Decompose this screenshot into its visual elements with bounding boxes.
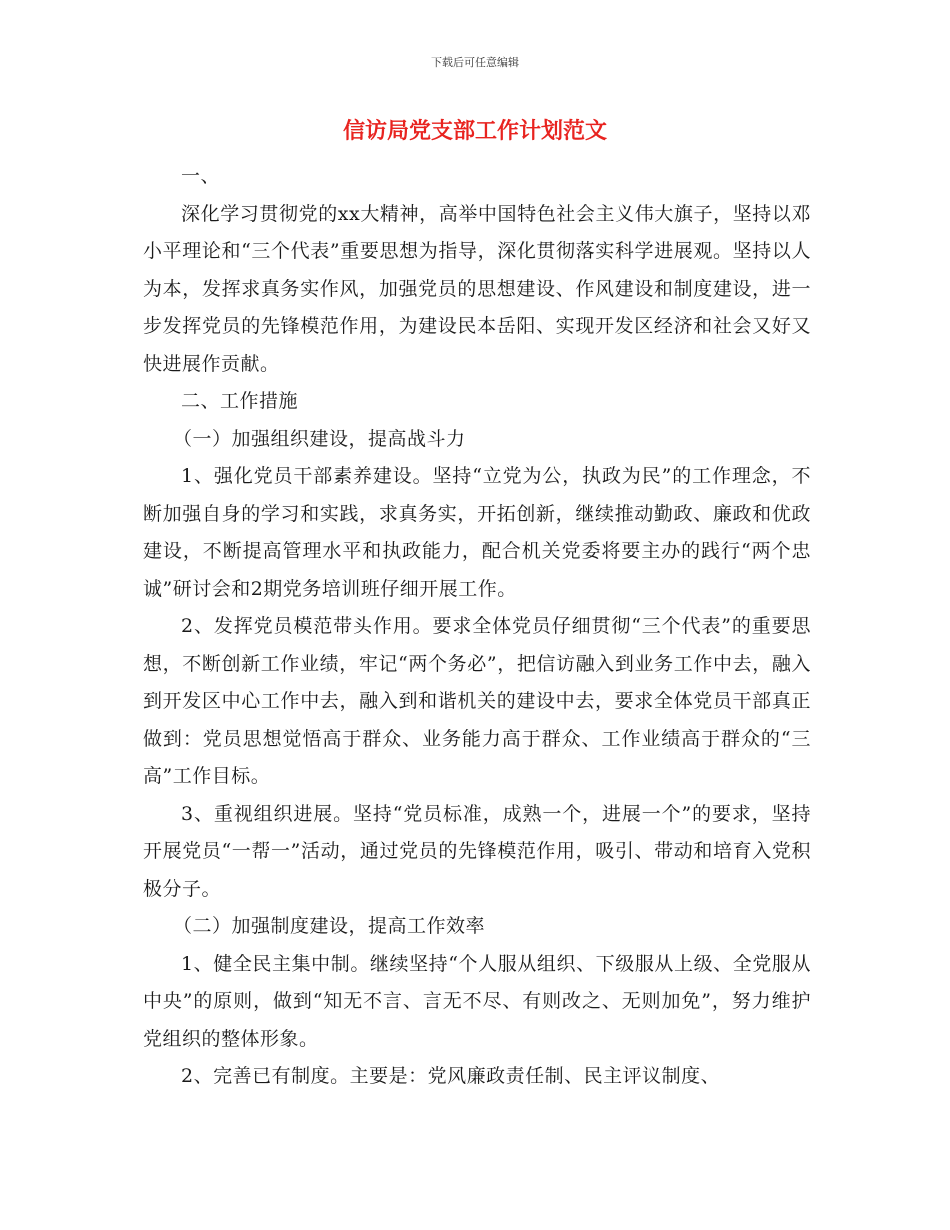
- paragraph-item-1-quality: 1、强化党员干部素养建设。坚持“立党为公，执政为民”的工作理念，不断加强自身的学习和实践，求真务实，开拓创新，继续推动勤政、廉政和优政建设，不断提高管理水平和执政能力，配合机关党委将要主办的践行“两个忠诚”研讨会和2期党务培训班仔细开展工作。: [143, 465, 811, 600]
- paragraph-item-2-model-role: 2、发挥党员模范带头作用。要求全体党员仔细贯彻“三个代表”的重要思想，不断创新工作业绩，牢记“两个务必”，把信访融入到业务工作中去，融入到开发区中心工作中去，融入到和谐机关的建设中去，要求全体党员干部真正做到：党员思想觉悟高于群众、业务能力高于群众、工作业绩高于群众的“三高”工作目标。: [143, 615, 811, 787]
- paragraph-subsection-2-heading: （二）加强制度建设，提高工作效率: [173, 915, 486, 937]
- paragraph-section-1-heading: 一、: [181, 165, 221, 187]
- paragraph-subsection-1-heading: （一）加强组织建设，提高战斗力: [173, 427, 466, 450]
- paragraph-item-1-democratic-centralism: 1、健全民主集中制。继续坚持“个人服从组织、下级服从上级、全党服从中央”的原则，做到“知无不言、言无不尽、有则改之、无则加免”，努力维护党组织的整体形象。: [143, 952, 811, 1050]
- paragraph-item-2-existing-systems: 2、完善已有制度。主要是：党风廉政责任制、民主评议制度、: [181, 1065, 721, 1087]
- page-header-note: 下载后可任意编辑: [431, 56, 519, 69]
- paragraph-section-2-heading: 二、工作措施: [181, 390, 299, 412]
- paragraph-guiding-ideology: 深化学习贯彻党的xx大精神，高举中国特色社会主义伟大旗子，坚持以邓小平理论和“三个代表”重要思想为指导，深化贯彻落实科学进展观。坚持以人为本，发挥求真务实作风，加强党员的思想建设、作风建设和制度建设，进一步发挥党员的先锋模范作用，为建设民本岳阳、实现开发区经济和社会又好又快进展作贡献。: [143, 202, 811, 375]
- document-title: 信访局党支部工作计划范文: [342, 119, 607, 144]
- document-body: [143, 158, 811, 1096]
- paragraph-item-3-organization: 3、重视组织进展。坚持“党员标准，成熟一个，进展一个”的要求，坚持开展党员“一帮一”活动，通过党员的先锋模范作用，吸引、带动和培育入党积极分子。: [143, 802, 811, 900]
